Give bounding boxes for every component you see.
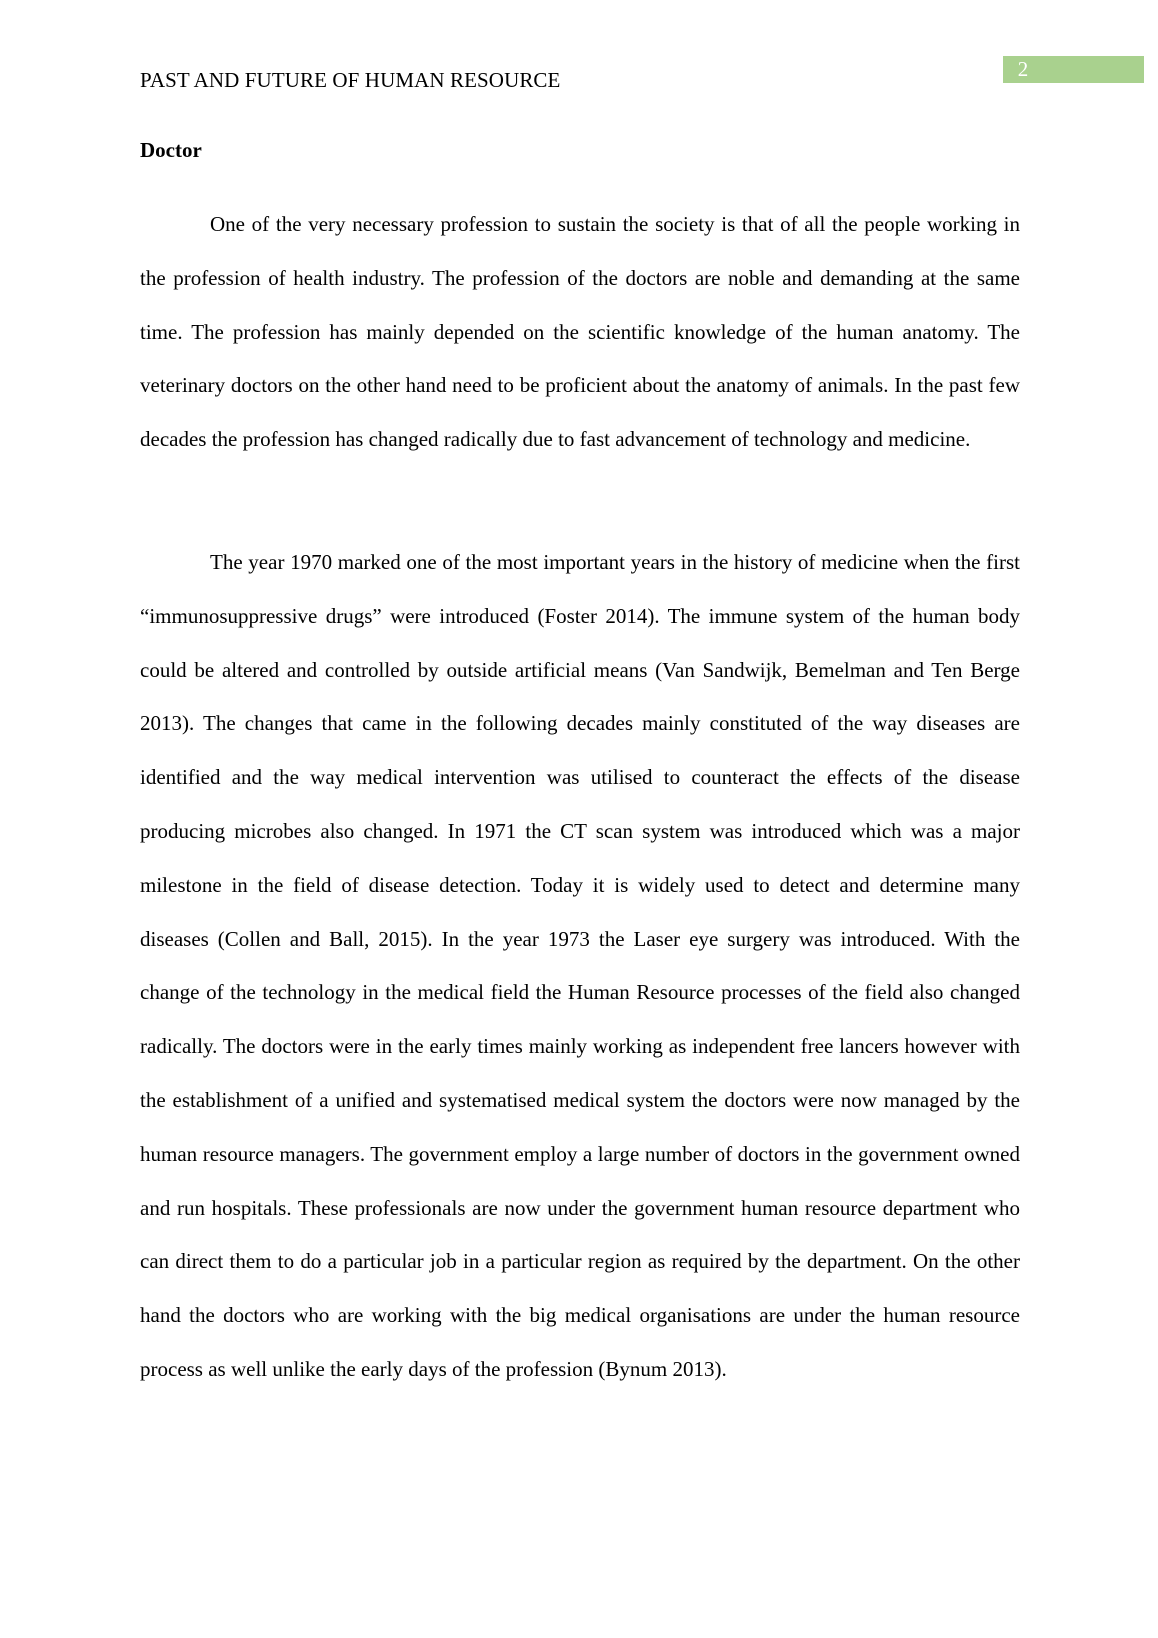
body-paragraph: The year 1970 marked one of the most important years in the history of medicine when the first “immunosuppressive drugs” were introduced (Foster 2014). The immune system of the human body could be altered and controlled by outside artificial means (Van Sandwijk, Bemelman and Ten Berge 2013). The changes that came in the following decades mainly constituted of the way diseases are identified and the way medical intervention was utilised to counteract the effects of the disease producing microbes also changed. In 1971 the CT scan system was introduced which was a major milestone in the field of disease detection. Today it is widely used to detect and determine many diseases (Collen and Ball, 2015). In the year 1973 the Laser eye surgery was introduced. With the change of the technology in the medical field the Human Resource processes of the field also changed radically. The doctors were in the early times mainly working as independent free lancers however with the establishment of a unified and systematised medical system the doctors were now managed by the human resource managers. The government employ a large number of doctors in the government owned and run hospitals. These professionals are now under the government human resource department who can direct them to do a particular job in a particular region as required by the department. On the other hand the doctors who are working with the big medical organisations are under the human resource process as well unlike the early days of the profession (Bynum 2013). [140, 550, 1020, 1381]
running-head: PAST AND FUTURE OF HUMAN RESOURCE [140, 68, 561, 92]
page-number-bar [1003, 56, 1144, 83]
body-paragraph: One of the very necessary profession to sustain the society is that of all the people working in the profession of health industry. The profession of the doctors are noble and demanding at the same time. The profession has mainly depended on the scientific knowledge of the human anatomy. The veterinary doctors on the other hand need to be proficient about the anatomy of animals. In the past few decades the profession has changed radically due to fast advancement of technology and medicine. [140, 212, 1020, 452]
page-number: 2 [1017, 57, 1029, 81]
section-heading: Doctor [140, 138, 202, 162]
